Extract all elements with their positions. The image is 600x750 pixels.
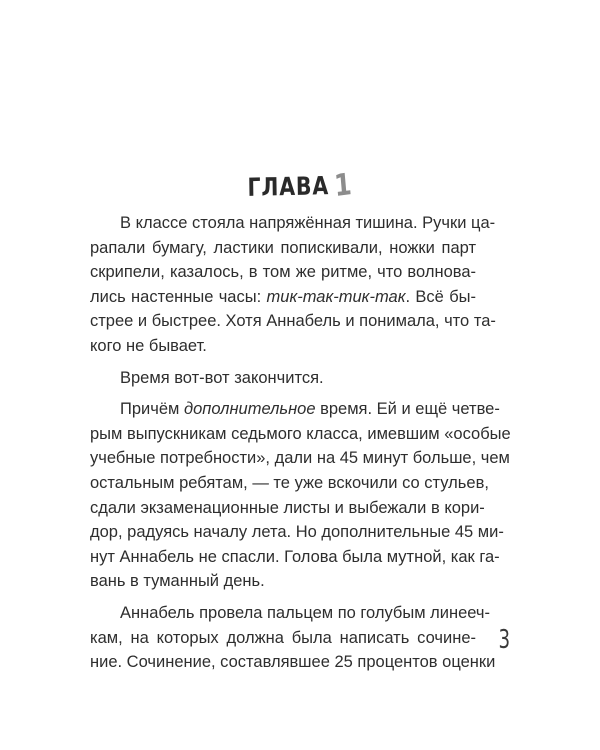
- text-line: стрее и быстрее. Хотя Аннабель и понимала, что та-: [90, 312, 496, 331]
- page-number: 3: [498, 625, 511, 655]
- text-line: рапали бумагу, ластики попискивали, ножки парт: [90, 238, 476, 257]
- text-line: ние. Сочинение, составлявшее 25 процентов оценки: [90, 653, 496, 672]
- text-line: вань в туманный день.: [90, 572, 265, 591]
- paragraph-4: [90, 601, 496, 675]
- body-text: [90, 211, 511, 682]
- chapter-heading: [54, 168, 546, 203]
- paragraph-3: [90, 397, 511, 594]
- text-line: Время вот-вот закончится.: [120, 368, 324, 387]
- text-segment: Причём: [120, 400, 184, 419]
- italic-text: тик-так-тик-так: [266, 287, 406, 306]
- text-line: сдали экзаменационные листы и выбежали в кори-: [90, 498, 485, 517]
- text-line: дор, радуясь началу лета. Но дополнительные 45 ми-: [90, 523, 504, 542]
- text-line: Аннабель провела пальцем по голубым линееч-: [120, 603, 491, 622]
- text-line: учебные потребности», дали на 45 минут больше, чем: [90, 449, 510, 468]
- chapter-number: 1: [332, 166, 354, 205]
- text-line: кого не бывает.: [90, 336, 207, 355]
- text-segment: время. Ей и ещё четве-: [315, 400, 500, 419]
- text-line: скрипели, казалось, в том же ритме, что волнова-: [90, 263, 476, 282]
- italic-text: дополнительное: [183, 400, 316, 419]
- text-line: остальным ребятам, — те уже вскочили со стульев,: [90, 473, 489, 492]
- text-line: [90, 397, 500, 422]
- text-line: кам, на которых должна была написать сочине-: [90, 628, 476, 647]
- paragraph-1: [90, 211, 496, 359]
- text-segment: лись настенные часы:: [90, 287, 267, 306]
- text-line: В классе стояла напряжённая тишина. Ручки ца-: [120, 214, 496, 232]
- text-line: нут Аннабель не спасли. Голова была мутной, как га-: [90, 547, 500, 566]
- text-segment: . Всё бы-: [405, 287, 476, 306]
- chapter-word: ГЛАВА: [247, 171, 330, 202]
- paragraph-2: [90, 366, 476, 391]
- text-line: [90, 285, 476, 310]
- text-line: рым выпускникам седьмого класса, имевшим «особые: [90, 424, 511, 443]
